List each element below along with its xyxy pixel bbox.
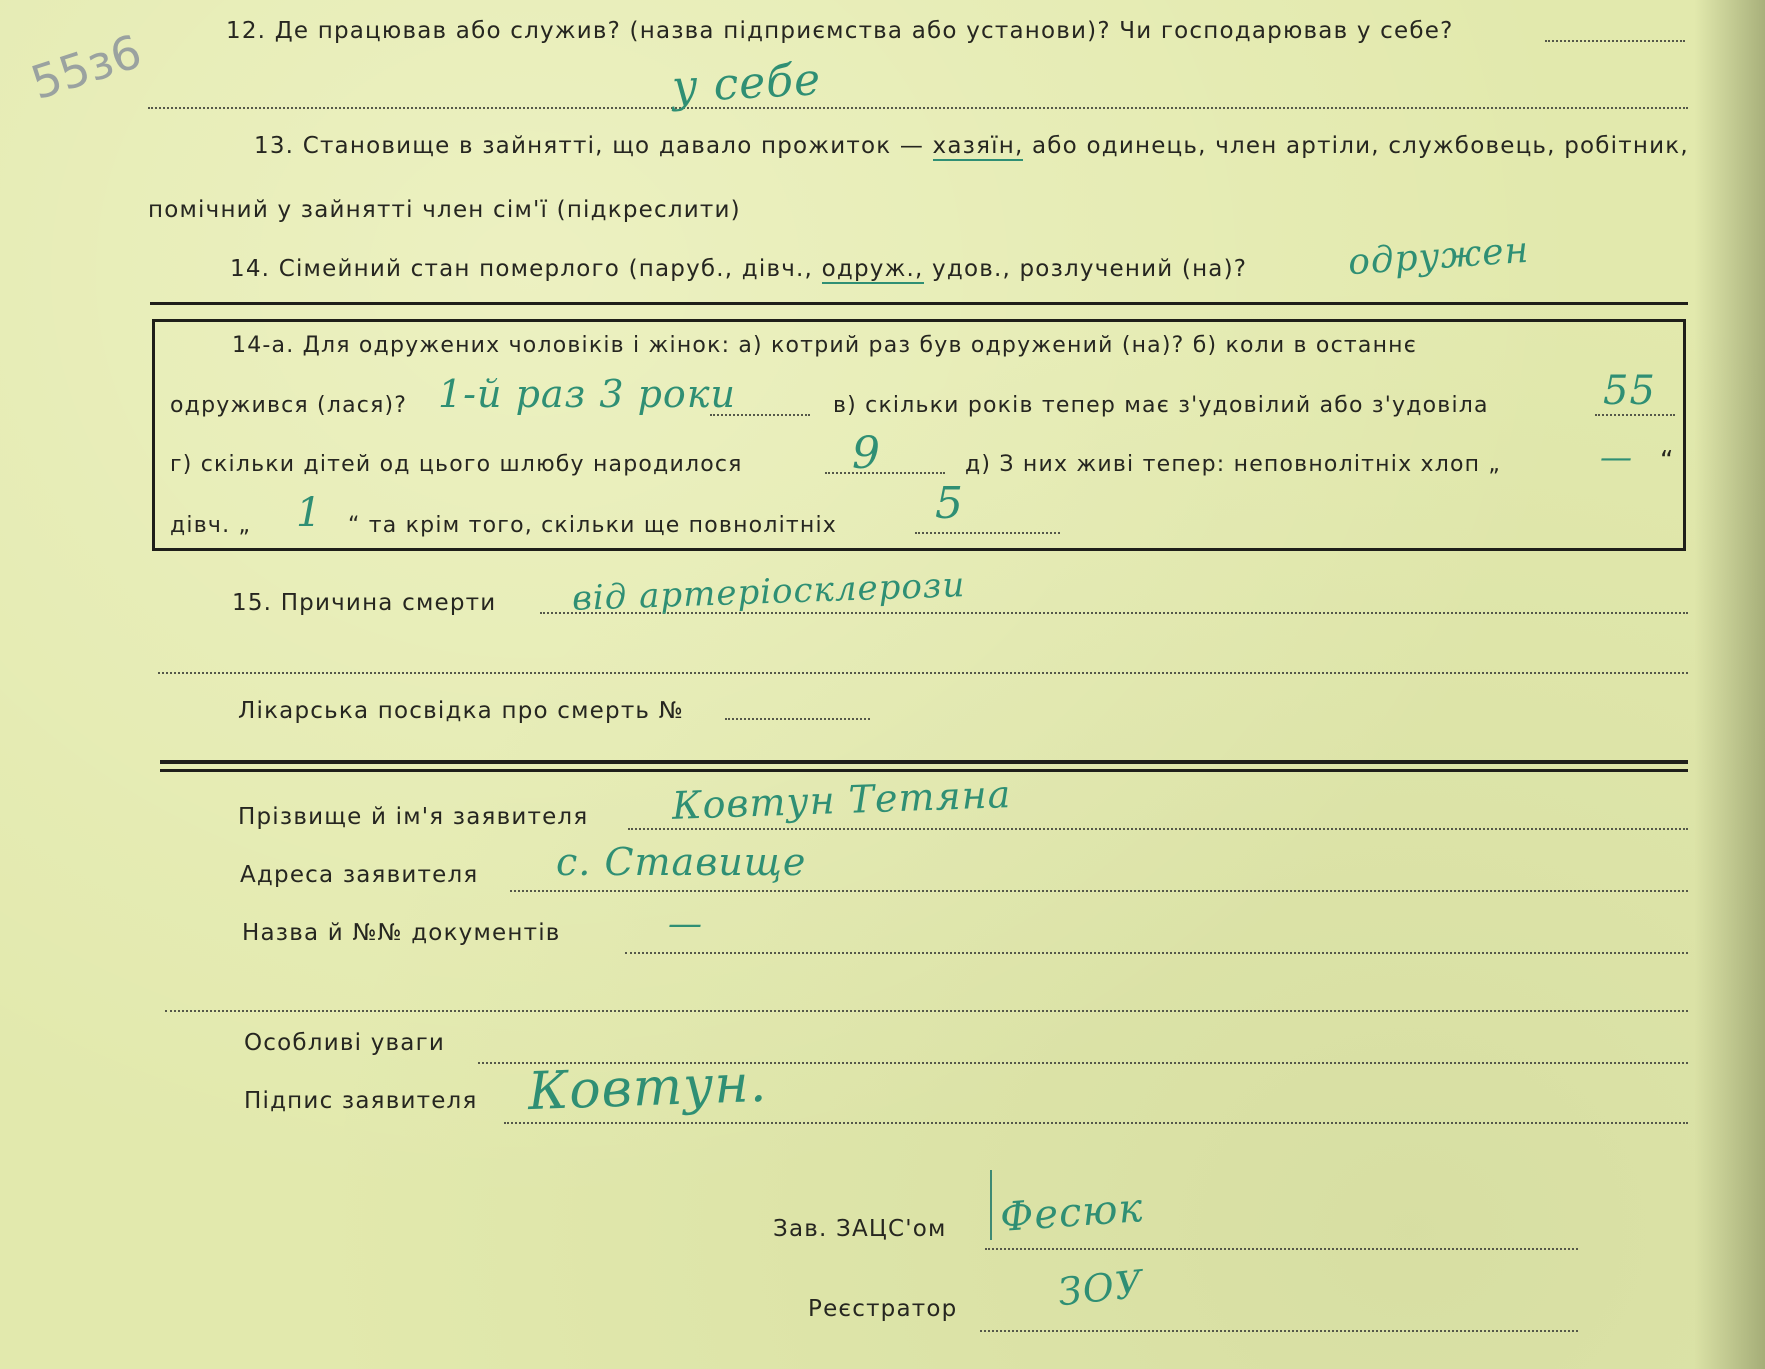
- head-signature-line: [985, 1248, 1578, 1250]
- q12-label: 12. Де працював або служив? (назва підприємства або установи)? Чи господарював у себе?: [226, 18, 1454, 44]
- registrar-signature: ЗОУ: [1055, 1261, 1146, 1315]
- applicant-address-label: Адреса заявителя: [240, 862, 479, 888]
- q14a-minor-girls: 1: [296, 490, 323, 536]
- q15-label: 15. Причина смерти: [232, 590, 497, 616]
- q14a-quote-close: “: [1660, 446, 1675, 476]
- margin-note: 55з6: [24, 23, 148, 111]
- q15-answer: від артеріосклерози: [571, 565, 966, 619]
- applicant-name-label: Прізвище й ім'я заявителя: [238, 804, 589, 830]
- applicant-docs-line: [625, 952, 1688, 954]
- q14-answer: одружен: [1346, 229, 1531, 284]
- applicant-address-value: с. Ставище: [556, 840, 807, 884]
- q14a-widow-dots: [1595, 414, 1675, 416]
- head-signature-stroke: [990, 1170, 992, 1240]
- q14a-children-dots: [825, 472, 945, 474]
- q14a-marriage-answer: 1-й раз 3 роки: [438, 372, 736, 416]
- q12-answer-line: [148, 107, 1688, 109]
- q13-suffix: або одинець, член артіли, службовець, робітник,: [1031, 133, 1689, 159]
- applicant-signature-label: Підпис заявителя: [244, 1088, 478, 1114]
- q13-line2: помічний у зайнятті член сім'ї (підкреслити): [148, 197, 741, 223]
- q14a-line1: 14-а. Для одружених чоловіків і жінок: а) котрий раз був одружений (на)? б) коли в останнє: [232, 333, 1418, 358]
- applicant-address-line: [510, 890, 1688, 892]
- applicant-docs-second-line: [165, 1010, 1688, 1012]
- applicant-name-line: [628, 828, 1688, 830]
- q15-certificate-dots: [725, 718, 870, 720]
- q14a-adults: 5: [935, 478, 964, 529]
- q13-line1: [254, 133, 1689, 159]
- q14a-children-born: 9: [852, 428, 881, 479]
- q14a-line3-label: г) скільки дітей од цього шлюбу народилося: [170, 452, 743, 477]
- section-rule-double-2: [160, 769, 1688, 772]
- section-rule-double-1: [160, 760, 1688, 764]
- q14a-line2-label: одружився (лася)?: [170, 393, 408, 418]
- q15-second-line: [158, 672, 1688, 674]
- q14a-adults-dots: [915, 532, 1060, 534]
- q14a-line3-d: д) З них живі тепер: неповнолітніх хлоп „: [965, 452, 1501, 477]
- applicant-notes-label: Особливі уваги: [244, 1030, 446, 1056]
- q14-prefix: 14. Сімейний стан померлого (паруб., дівч.,: [230, 256, 814, 282]
- q14a-line2-dots: [710, 414, 810, 416]
- q14-line: [230, 256, 1247, 282]
- q14a-line4-label: дівч. „: [170, 513, 252, 538]
- q13-underlined-owner: хазяїн,: [932, 133, 1024, 159]
- head-signature: Фесюк: [998, 1185, 1145, 1241]
- q12-dotted-line: [1545, 40, 1685, 42]
- applicant-name-value: Ковтун Тетяна: [671, 772, 1012, 828]
- section-rule-top: [150, 302, 1688, 305]
- registrar-label: Реєстратор: [808, 1296, 958, 1322]
- q14-underlined-married: одруж.,: [821, 256, 924, 282]
- applicant-docs-label: Назва й №№ документів: [242, 920, 561, 946]
- q14-suffix: удов., розлучений (на)?: [932, 256, 1248, 282]
- q12-answer: у себе: [670, 54, 823, 113]
- head-label: Зав. ЗАЦС'ом: [773, 1216, 947, 1242]
- q14a-line2-b: в) скільки років тепер має з'удовілий або з'удовіла: [833, 393, 1489, 418]
- q14a-line4-mid: “ та крім того, скільки ще повнолітніх: [348, 513, 838, 538]
- q15-certificate-label: Лікарська посвідка про смерть №: [238, 698, 684, 724]
- applicant-signature-line: [504, 1122, 1688, 1124]
- q13-prefix: 13. Становище в зайнятті, що давало прожиток —: [254, 133, 925, 159]
- q14a-minor-boys: —: [1600, 438, 1633, 476]
- applicant-docs-value: —: [668, 904, 703, 944]
- q14a-widow-years: 55: [1603, 368, 1656, 414]
- registrar-signature-line: [980, 1330, 1578, 1332]
- applicant-signature: Ковтун.: [527, 1053, 769, 1123]
